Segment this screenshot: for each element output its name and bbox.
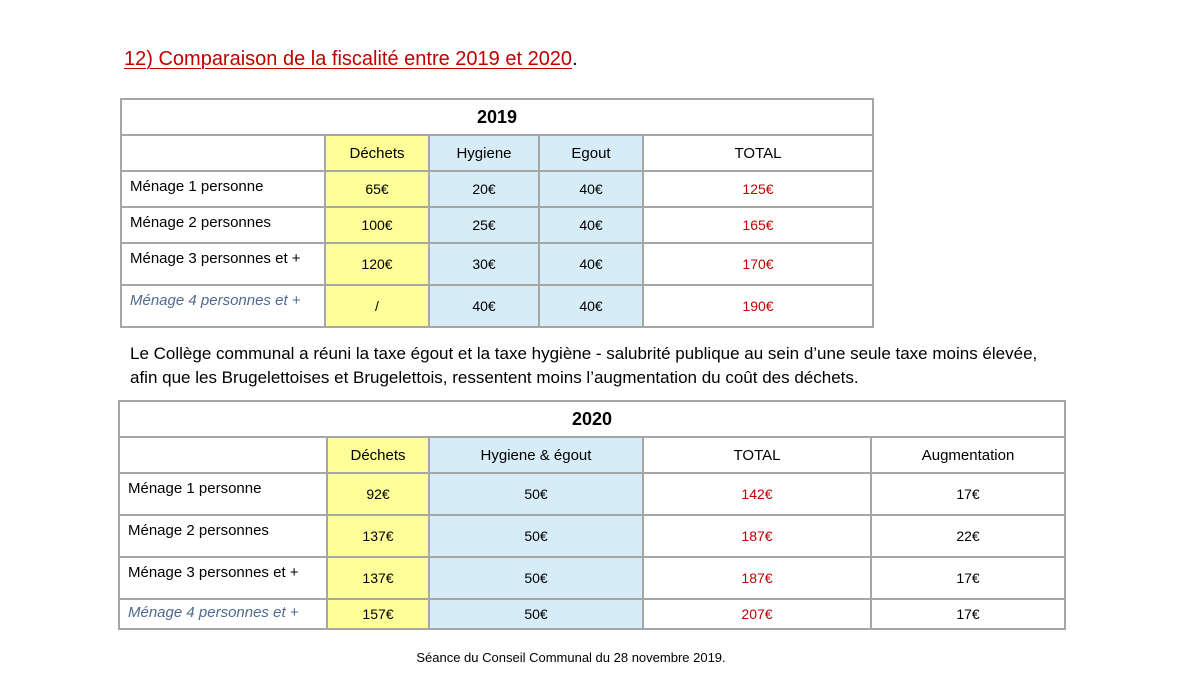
cell-egout: 40€ xyxy=(539,171,643,207)
table-row xyxy=(121,207,873,243)
cell-total: 165€ xyxy=(643,207,873,243)
row-label: Ménage 3 personnes et + xyxy=(119,557,327,599)
cell-total: 207€ xyxy=(643,599,871,629)
heading-suffix: . xyxy=(572,48,578,70)
cell-hygiene: 40€ xyxy=(429,285,539,327)
cell-total: 125€ xyxy=(643,171,873,207)
header-hygiene: Hygiene xyxy=(429,135,539,171)
cell-hygiene: 20€ xyxy=(429,171,539,207)
cell-egout: 40€ xyxy=(539,207,643,243)
table-2020-title: 2020 xyxy=(119,401,1065,437)
cell-hygiene-egout: 50€ xyxy=(429,515,643,557)
heading-link-text: 12) Comparaison de la fiscalité entre 2019 et 2020 xyxy=(124,48,573,70)
cell-dechets: 120€ xyxy=(325,243,429,285)
row-label: Ménage 4 personnes et + xyxy=(121,285,325,327)
cell-dechets: 137€ xyxy=(327,557,429,599)
cell-dechets: 157€ xyxy=(327,599,429,629)
header-total: TOTAL xyxy=(643,437,871,473)
table-row xyxy=(121,285,873,327)
cell-egout: 40€ xyxy=(539,285,643,327)
cell-dechets: 137€ xyxy=(327,515,429,557)
cell-augmentation: 17€ xyxy=(871,599,1065,629)
cell-total: 187€ xyxy=(643,557,871,599)
row-label: Ménage 1 personne xyxy=(119,473,327,515)
header-empty xyxy=(121,135,325,171)
cell-augmentation: 17€ xyxy=(871,473,1065,515)
table-row xyxy=(119,599,1065,629)
header-empty xyxy=(119,437,327,473)
table-row xyxy=(119,557,1065,599)
row-label: Ménage 2 personnes xyxy=(119,515,327,557)
header-egout: Egout xyxy=(539,135,643,171)
table-row xyxy=(121,243,873,285)
header-dechets: Déchets xyxy=(327,437,429,473)
table-row xyxy=(119,515,1065,557)
row-label: Ménage 1 personne xyxy=(121,171,325,207)
header-augmentation: Augmentation xyxy=(871,437,1065,473)
row-label: Ménage 2 personnes xyxy=(121,207,325,243)
table-2020 xyxy=(118,400,1066,630)
cell-egout: 40€ xyxy=(539,243,643,285)
header-total: TOTAL xyxy=(643,135,873,171)
row-label: Ménage 4 personnes et + xyxy=(119,599,327,629)
table-row xyxy=(119,473,1065,515)
table-2019-title: 2019 xyxy=(121,99,873,135)
cell-total: 190€ xyxy=(643,285,873,327)
explanation-paragraph: Le Collège communal a réuni la taxe égout et la taxe hygiène - salubrité publique au sein d’une seule taxe moins élevée, afin que les Brugelettoises et Brugelettois, ressentent moins l’augmentation du coût des déchets. xyxy=(130,344,1038,387)
cell-augmentation: 17€ xyxy=(871,557,1065,599)
header-hygiene-egout: Hygiene & égout xyxy=(429,437,643,473)
cell-dechets: 100€ xyxy=(325,207,429,243)
page-heading xyxy=(124,48,578,71)
cell-dechets: 92€ xyxy=(327,473,429,515)
table-2019 xyxy=(120,98,874,328)
cell-hygiene-egout: 50€ xyxy=(429,599,643,629)
table-row xyxy=(121,171,873,207)
cell-total: 170€ xyxy=(643,243,873,285)
cell-dechets: / xyxy=(325,285,429,327)
cell-hygiene-egout: 50€ xyxy=(429,557,643,599)
cell-hygiene: 25€ xyxy=(429,207,539,243)
cell-augmentation: 22€ xyxy=(871,515,1065,557)
cell-hygiene-egout: 50€ xyxy=(429,473,643,515)
header-dechets: Déchets xyxy=(325,135,429,171)
cell-dechets: 65€ xyxy=(325,171,429,207)
footer-note: Séance du Conseil Communal du 28 novembre 2019. xyxy=(416,650,726,665)
cell-total: 187€ xyxy=(643,515,871,557)
cell-hygiene: 30€ xyxy=(429,243,539,285)
cell-total: 142€ xyxy=(643,473,871,515)
row-label: Ménage 3 personnes et + xyxy=(121,243,325,285)
